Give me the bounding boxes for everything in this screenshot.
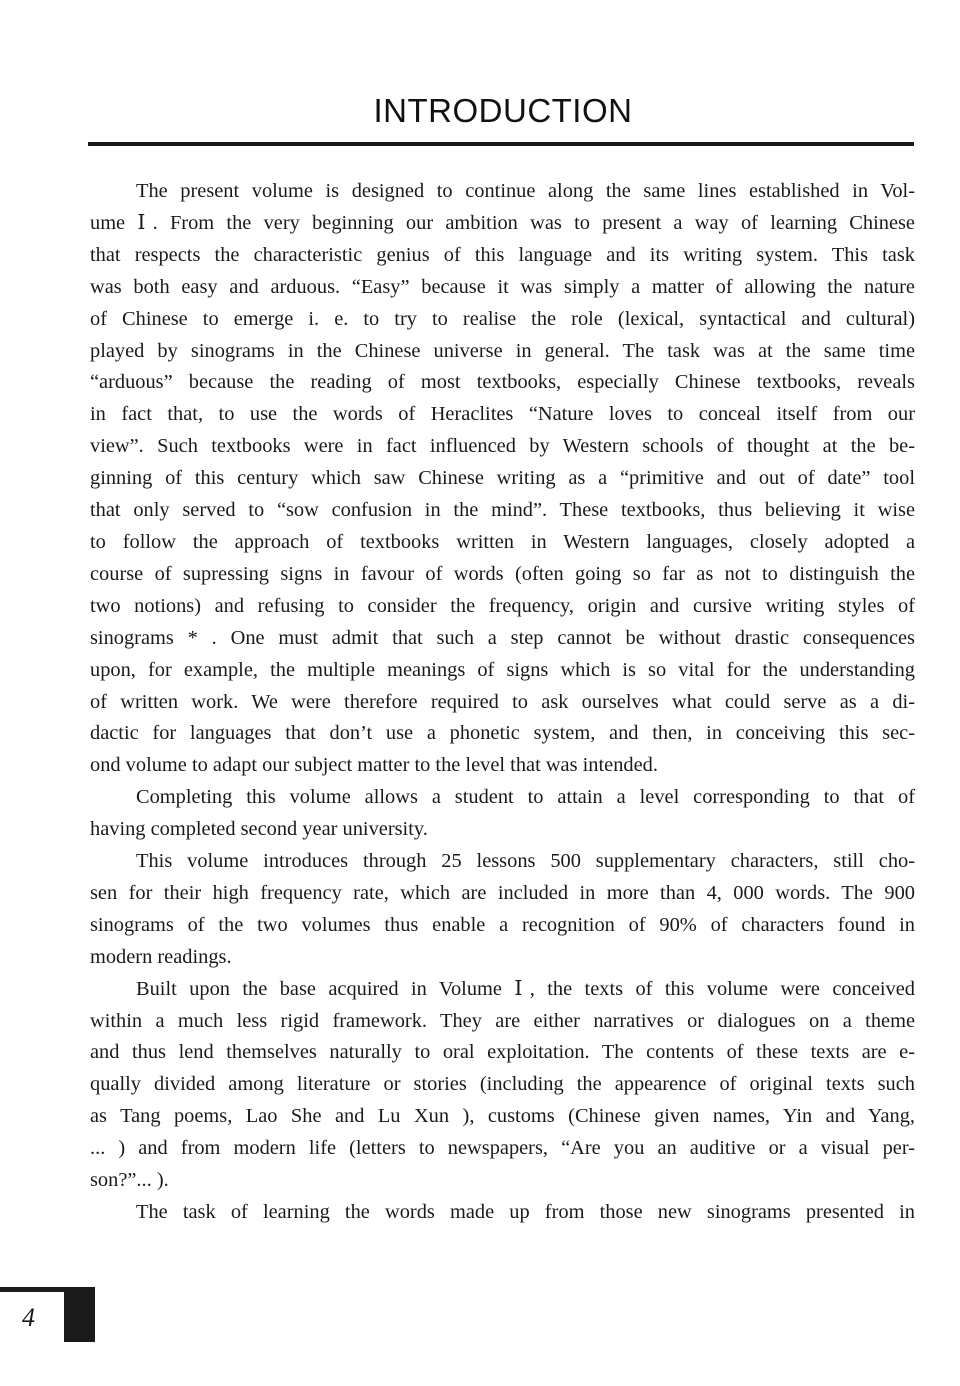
page-corner-block xyxy=(64,1287,95,1342)
text-line: ... ) and from modern life (letters to newspapers, “Are you an auditive or a visual per- xyxy=(90,1137,915,1160)
text-line: ume Ⅰ. From the very beginning our ambition was to present a way of learning Chinese xyxy=(90,211,915,234)
text-line: of Chinese to emerge i. e. to try to realise the role (lexical, syntactical and cultural) xyxy=(90,307,915,330)
text-line: in fact that, to use the words of Heraclites “Nature loves to conceal itself from our xyxy=(90,403,915,426)
text-line: qually divided among literature or stories (including the appearence of original texts such xyxy=(90,1073,915,1096)
paragraph xyxy=(90,846,915,974)
text-line: of written work. We were therefore required to ask ourselves what could serve as a di- xyxy=(90,690,915,713)
text-line: within a much less rigid framework. They are either narratives or dialogues on a theme xyxy=(90,1009,915,1032)
text-line: view”. Such textbooks were in fact influenced by Western schools of thought at the be- xyxy=(90,435,915,458)
text-line: as Tang poems, Lao She and Lu Xun ), customs (Chinese given names, Yin and Yang, xyxy=(90,1105,915,1128)
text-line: upon, for example, the multiple meanings of signs which is so vital for the understanding xyxy=(90,658,915,681)
text-line: that respects the characteristic genius of this language and its writing system. This task xyxy=(90,243,915,266)
text-line: This volume introduces through 25 lessons 500 supplementary characters, still cho- xyxy=(136,850,915,873)
text-line: Built upon the base acquired in Volume Ⅰ, the texts of this volume were conceived xyxy=(136,977,915,1000)
text-line: son?”... ). xyxy=(90,1169,169,1192)
text-line: to follow the approach of textbooks written in Western languages, closely adopted a xyxy=(90,530,915,553)
text-line: “arduous” because the reading of most textbooks, especially Chinese textbooks, reveals xyxy=(90,371,915,394)
text-line: that only served to “sow confusion in the mind”. These textbooks, thus believing it wise xyxy=(90,499,915,522)
text-line: ginning of this century which saw Chinese writing as a “primitive and out of date” tool xyxy=(90,467,915,490)
text-line: sinograms of the two volumes thus enable a recognition of 90% of characters found in xyxy=(90,913,915,936)
text-line: two notions) and refusing to consider the frequency, origin and cursive writing styles of xyxy=(90,594,915,617)
page-title: INTRODUCTION xyxy=(373,92,633,129)
text-line: Completing this volume allows a student to attain a level corresponding to that of xyxy=(136,786,915,809)
text-line: and thus lend themselves naturally to oral exploitation. The contents of these texts are e- xyxy=(90,1041,915,1064)
text-line: sinograms * . One must admit that such a step cannot be without drastic consequences xyxy=(90,626,915,649)
text-line: dactic for languages that don’t use a phonetic system, and then, in conceiving this sec- xyxy=(90,722,915,745)
text-line: course of supressing signs in favour of words (often going so far as not to distinguish the xyxy=(90,562,915,585)
paragraph xyxy=(90,1197,915,1229)
body-text xyxy=(90,176,915,1229)
title-rule xyxy=(88,142,914,146)
text-line: The present volume is designed to continue along the same lines established in Vol- xyxy=(136,180,915,202)
paragraph xyxy=(90,176,915,782)
paragraph xyxy=(90,974,915,1197)
text-line: The task of learning the words made up from those new sinograms presented in xyxy=(136,1201,915,1223)
text-line: played by sinograms in the Chinese universe in general. The task was at the same time xyxy=(90,339,915,362)
text-line: having completed second year university. xyxy=(90,818,428,841)
text-line: was both easy and arduous. “Easy” because it was simply a matter of allowing the nature xyxy=(90,275,915,298)
text-line: ond volume to adapt our subject matter to the level that was intended. xyxy=(90,754,658,777)
page-number: 4 xyxy=(22,1303,35,1332)
text-line: modern readings. xyxy=(90,945,232,968)
text-line: sen for their high frequency rate, which are included in more than 4, 000 words. The 900 xyxy=(90,881,915,904)
paragraph xyxy=(90,782,915,846)
